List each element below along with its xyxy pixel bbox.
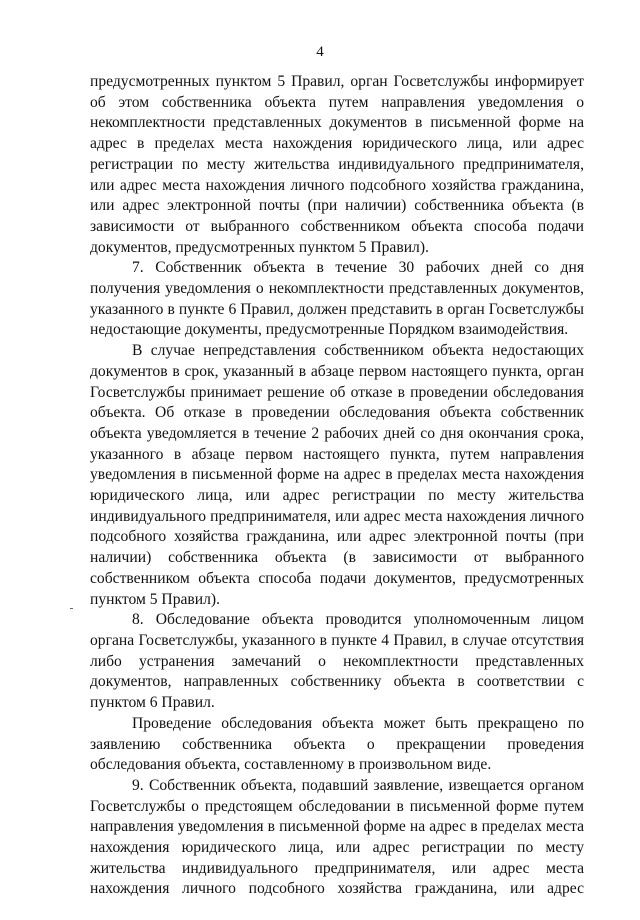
paragraph-item-7: 7. Собственник объекта в течение 30 рабочих дней со дня получения уведомления о некомплектности представленных документов, указанного в пункте 6 Правил, должен представить в орган Госветслужбы недостающие документы, предусмотренные Порядком взаимодействия. bbox=[90, 259, 584, 339]
paragraph-item-9: 9. Собственник объекта, подавший заявление, извещается органом Госветслужбы о предстоящем обследовании в письменной форме путем направления уведомления в письменной форме на адрес в пределах места нахождения юридического лица, или адрес регистрации по месту жительства индивидуального предпринимателя, или адрес места нахождения личного подсобного хозяйства гражданина, или адрес bbox=[90, 776, 584, 898]
scan-mark bbox=[70, 608, 73, 609]
paragraph-item-7-refusal: В случае непредставления собственником объекта недостающих документов в срок, указанный в абзаце первом настоящего пункта, орган Госветслужбы принимает решение об отказе в проведении обследования объекта. Об отказе в проведении обследования объекта собственник объекта уведомляется в течение 2 рабочих дней со дня окончания срока, указанного в абзаце первом настоящего пункта, путем направления уведомления в письменной форме на адрес в пределах места нахождения юридического лица, или адрес регистрации по месту жительства индивидуального предпринимателя, или адрес места нахождения личного подсобного хозяйства гражданина, или адрес электронной почты (при наличии) собственника объекта (в зависимости от выбранного собственником объекта способа подачи документов, предусмотренных пунктом 5 Правил). bbox=[90, 342, 584, 608]
document-body bbox=[90, 72, 584, 900]
page-number: 4 bbox=[316, 44, 324, 60]
paragraph-item-8-termination: Проведение обследования объекта может быть прекращено по заявлению собственника объекта о прекращении проведения обследования объекта, составленному в произвольном виде. bbox=[90, 714, 584, 774]
paragraph-item-8: 8. Обследование объекта проводится уполномоченным лицом органа Госветслужбы, указанного в пункте 4 Правил, в случае отсутствия либо устранения замечаний о некомплектности представленных документов, направленных собственнику объекта в соответствии с пунктом 6 Правил. bbox=[90, 611, 584, 712]
paragraph-continuation: предусмотренных пунктом 5 Правил, орган Госветслужбы информирует об этом собственника объекта путем направления уведомления о некомплектности представленных документов в письменной форме на адрес в пределах места нахождения юридического лица, или адрес регистрации по месту жительства индивидуального предпринимателя, или адрес места нахождения личного подсобного хозяйства гражданина, или адрес электронной почты (при наличии) собственника объекта (в зависимости от выбранного собственником объекта способа подачи документов, предусмотренных пунктом 5 Правил). bbox=[90, 73, 584, 256]
